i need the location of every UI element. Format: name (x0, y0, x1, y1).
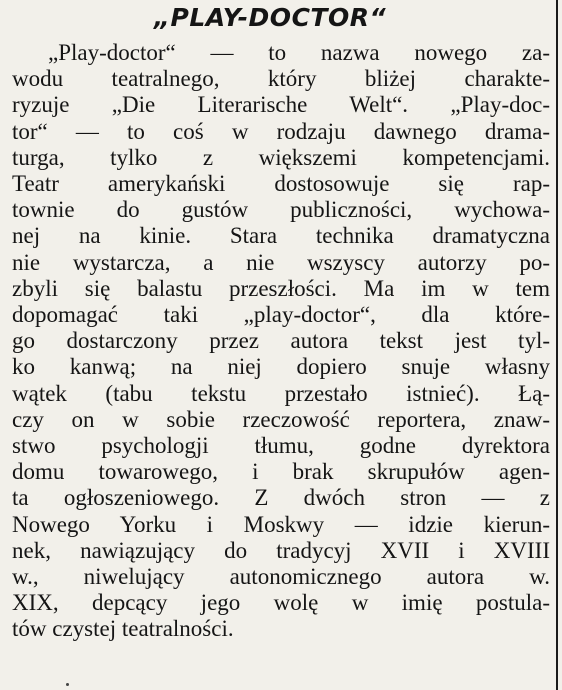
article-line: w., niwelujący autonomicznego autora w. (12, 564, 550, 590)
article-line: ta ogłoszeniowego. Z dwóch stron — z (12, 485, 550, 511)
article-body (12, 40, 550, 643)
article-line: wodu teatralnego, który bliżej charakte- (12, 66, 550, 92)
article-line: townie do gustów publiczności, wychowa- (12, 197, 550, 223)
article-line: go dostarczony przez autora tekst jest tyl- (12, 328, 550, 354)
article-line: czy on w sobie rzeczowość reportera, znaw- (12, 406, 550, 432)
article-line: Teatr amerykański dostosowuje się rap- (12, 171, 550, 197)
article-line: nek, nawiązujący do tradycyj XVII i XVIII (12, 537, 550, 563)
article-line: ko kanwą; na niej dopiero snuje własny (12, 354, 550, 380)
article-line: domu towarowego, i brak skrupułów agen- (12, 459, 550, 485)
print-speck (66, 683, 69, 686)
article-line: Nowego Yorku i Moskwy — idzie kierun- (12, 511, 550, 537)
article-line: zbyli się balastu przeszłości. Ma im w tem (12, 275, 550, 301)
article-line: tor“ — to coś w rodzaju dawnego drama- (12, 118, 550, 144)
article-line: turga, tylko z większemi kompetencjami. (12, 144, 550, 170)
article-line: wątek (tabu tekstu przestało istnieć). Łą- (12, 380, 550, 406)
article-line: nie wystarcza, a nie wszyscy autorzy po- (12, 249, 550, 275)
article-line: XIX, depcący jego wolę w imię postula- (12, 590, 550, 616)
article-line: stwo psychologji tłumu, godne dyrektora (12, 433, 550, 459)
article-title: „PLAY-DOCTOR“ (153, 3, 387, 32)
article-line: tów czystej teatralności. (12, 616, 234, 642)
article-line: nej na kinie. Stara technika dramatyczna (12, 223, 550, 249)
article-line: ryzuje „Die Literarische Welt“. „Play-doc- (12, 92, 550, 118)
column-rule (556, 0, 558, 690)
article-line: dopomagać taki „play-doctor“, dla które- (12, 302, 550, 328)
article-line: „Play-doctor“ — to nazwa nowego za- (48, 40, 550, 65)
